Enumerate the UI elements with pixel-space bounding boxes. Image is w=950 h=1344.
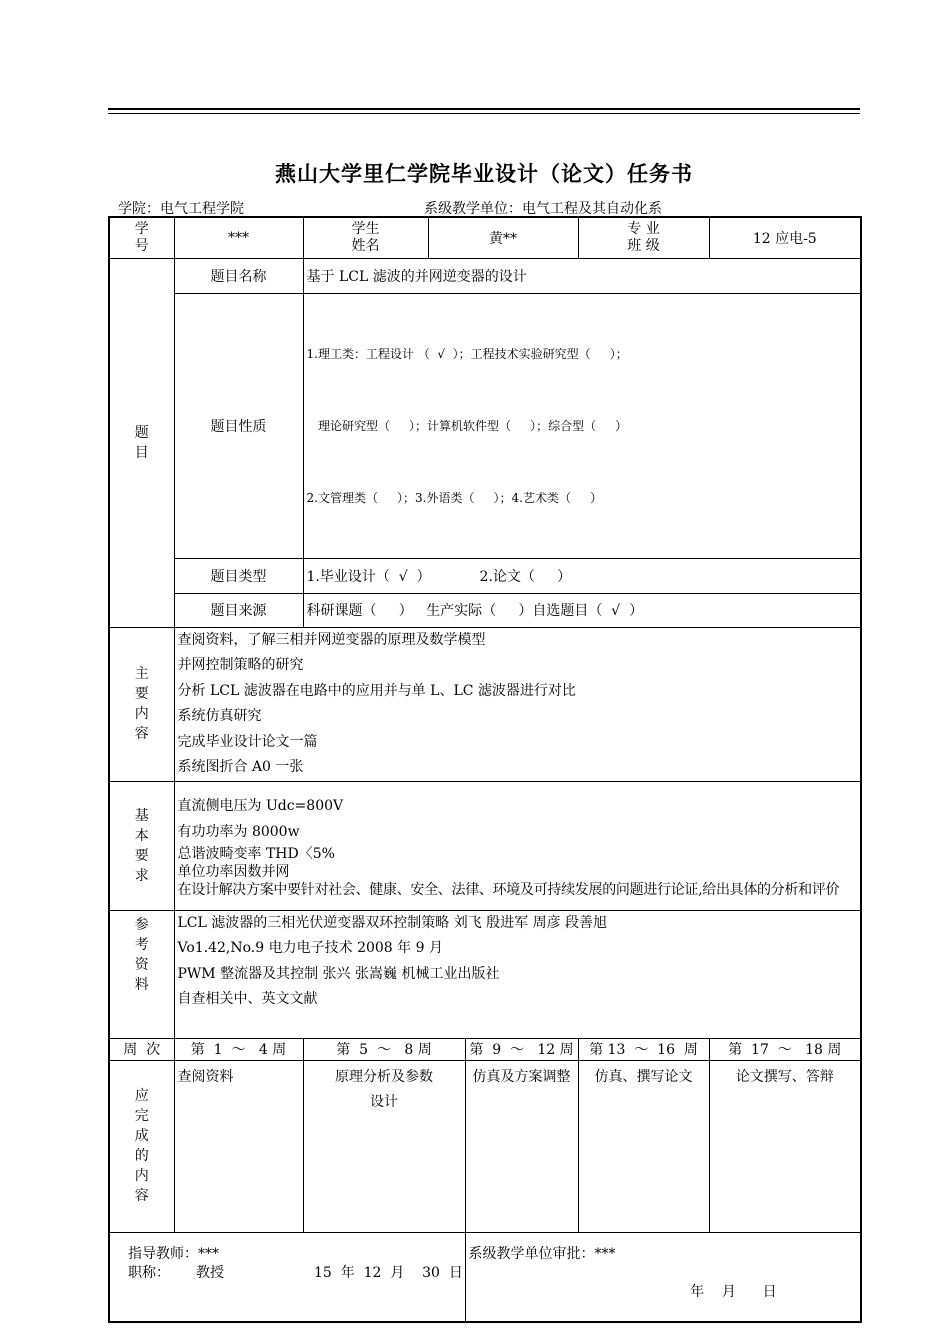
task-weeks-1-4: 查阅资料 [174, 1060, 303, 1232]
advisor-value: *** [198, 1245, 219, 1262]
advisor-line [128, 1245, 462, 1264]
task-weeks-17-18: 论文撰写、答辩 [709, 1060, 861, 1232]
approval-label: 系级教学单位审批： [468, 1245, 595, 1262]
requirement-item: 在设计解决方案中要针对社会、健康、安全、法律、环境及可持续发展的问题进行论证,给出具体的分析和评价 [177, 881, 840, 898]
topic-source-value: 科研课题（ ） 生产实际（ ）自选题目（ √ ） [303, 593, 861, 627]
schedule-week-row [109, 1038, 861, 1060]
topic-nature-options [303, 293, 861, 558]
topic-nature-label: 题目性质 [174, 293, 303, 558]
student-info-row [109, 217, 861, 258]
approval-date-line [469, 1264, 858, 1321]
topic-source-label: 题目来源 [174, 593, 303, 627]
main-content-item: 并网控制策略的研究 [177, 657, 304, 673]
schedule-task-row [109, 1060, 861, 1232]
major-class-label-cell [578, 217, 709, 258]
week-label: 周 次 [109, 1038, 174, 1060]
signature-row [109, 1232, 861, 1322]
requirements-row [109, 781, 861, 910]
reference-item: PWM 整流器及其控制 张兴 张嵩巍 机械工业出版社 [177, 965, 500, 982]
nature-line-2: 理论研究型（ ）；计算机软件型（ ）；综合型（ ） [306, 418, 628, 433]
task-weeks-5-8: 原理分析及参数设计 [303, 1060, 465, 1232]
nature-line-3: 2.文管理类（ ）；3.外语类（ ）；4.艺术类（ ） [306, 490, 603, 505]
requirements-section-label: 基 本 要 求 [109, 781, 174, 910]
main-content-item: 查阅资料，了解三相并网逆变器的原理及数学模型 [177, 631, 486, 648]
week-range: 第 17 ～ 18 周 [709, 1038, 861, 1060]
main-content-row [109, 627, 861, 781]
advisor-rank-line [128, 1264, 462, 1283]
main-content-list [174, 627, 861, 781]
class-value: 12 应电-5 [709, 217, 861, 258]
student-id-label-2: 号 [134, 237, 149, 254]
week-range: 第 1 ～ 4 周 [174, 1038, 303, 1060]
college-line [118, 198, 244, 218]
reference-item: 自查相关中、英文文献 [177, 991, 318, 1007]
reference-item: Vo1.42,No.9 电力电子技术 2008 年 9 月 [177, 940, 443, 956]
college-label: 学院： [118, 201, 160, 217]
schedule-section-label: 应 完 成 的 内 容 [109, 1060, 174, 1232]
task-weeks-13-16: 仿真、撰写论文 [578, 1060, 709, 1232]
class-label: 班 级 [627, 237, 660, 254]
topic-source-row [109, 593, 861, 627]
student-name-label-2: 姓名 [351, 237, 380, 254]
task-weeks-9-12: 仿真及方案调整 [465, 1060, 578, 1232]
main-content-item: 分析 LCL 滤波器在电路中的应用并与单 L、LC 滤波器进行对比 [177, 682, 576, 699]
topic-type-row [109, 558, 861, 593]
major-label: 专 业 [627, 220, 660, 237]
nature-line-1: 1.理工类：工程设计 （ √ ）；工程技术实验研究型（ ）； [306, 346, 628, 361]
main-content-item: 完成毕业设计论文一篇 [177, 733, 318, 750]
week-range: 第 13 ～ 16 周 [578, 1038, 709, 1060]
document-title: 燕山大学里仁学院毕业设计（论文）任务书 [275, 162, 693, 186]
advisor-label: 指导教师： [128, 1245, 198, 1262]
topic-name-row [109, 258, 861, 293]
student-id-value: *** [174, 217, 303, 258]
requirement-item: 总谐波畸变率 THD〈5% [177, 845, 335, 862]
department-line [424, 198, 662, 218]
header-rule-thin [108, 113, 860, 114]
requirements-list [174, 781, 861, 910]
week-range: 第 5 ～ 8 周 [303, 1038, 465, 1060]
requirement-item: 有功功率为 8000w [177, 823, 300, 840]
main-content-item: 系统仿真研究 [177, 708, 262, 724]
requirement-item: 单位功率因数并网 [177, 863, 290, 880]
approval-line [469, 1245, 858, 1264]
department-label: 系级教学单位： [424, 201, 522, 217]
topic-name-label: 题目名称 [174, 258, 303, 293]
topic-type-value: 1.毕业设计（ √ ） 2.论文（ ） [303, 558, 861, 593]
topic-type-label: 题目类型 [174, 558, 303, 593]
rank-label: 职称： [128, 1264, 170, 1281]
requirement-item: 直流侧电压为 Udc=800V [177, 797, 344, 814]
student-name-label-1: 学生 [351, 220, 380, 237]
references-list [174, 910, 861, 1038]
references-section-label: 参 考 资 料 [109, 910, 174, 1038]
reference-item: LCL 滤波器的三相光伏逆变器双环控制策略 刘飞 殷进军 周彦 段善旭 [177, 914, 608, 931]
department-value: 电气工程及其自动化系 [522, 201, 662, 217]
advisor-signature-cell [109, 1232, 465, 1322]
approval-signature-cell [465, 1232, 861, 1322]
topic-section-label: 题 目 [109, 258, 174, 627]
student-id-label-cell [109, 217, 174, 258]
college-value: 电气工程学院 [160, 201, 244, 217]
topic-nature-row [109, 293, 861, 558]
references-row [109, 910, 861, 1038]
student-name-value: 黄** [428, 217, 578, 258]
approval-value: *** [594, 1245, 616, 1262]
topic-name-value: 基于 LCL 滤波的并网逆变器的设计 [303, 258, 861, 293]
rank-value: 教授 [196, 1264, 224, 1281]
task-form-table [108, 216, 862, 1323]
advisor-date: 15 年 12 月 30 日 [314, 1264, 463, 1281]
approval-date: 年 月 日 [690, 1283, 777, 1300]
main-content-section-label: 主 要 内 容 [109, 627, 174, 781]
header-rule-thick [108, 108, 860, 110]
student-name-label-cell [303, 217, 428, 258]
student-id-label-1: 学 [134, 220, 149, 237]
week-range: 第 9 ～ 12 周 [465, 1038, 578, 1060]
main-content-item: 系统图折合 A0 一张 [177, 759, 304, 775]
